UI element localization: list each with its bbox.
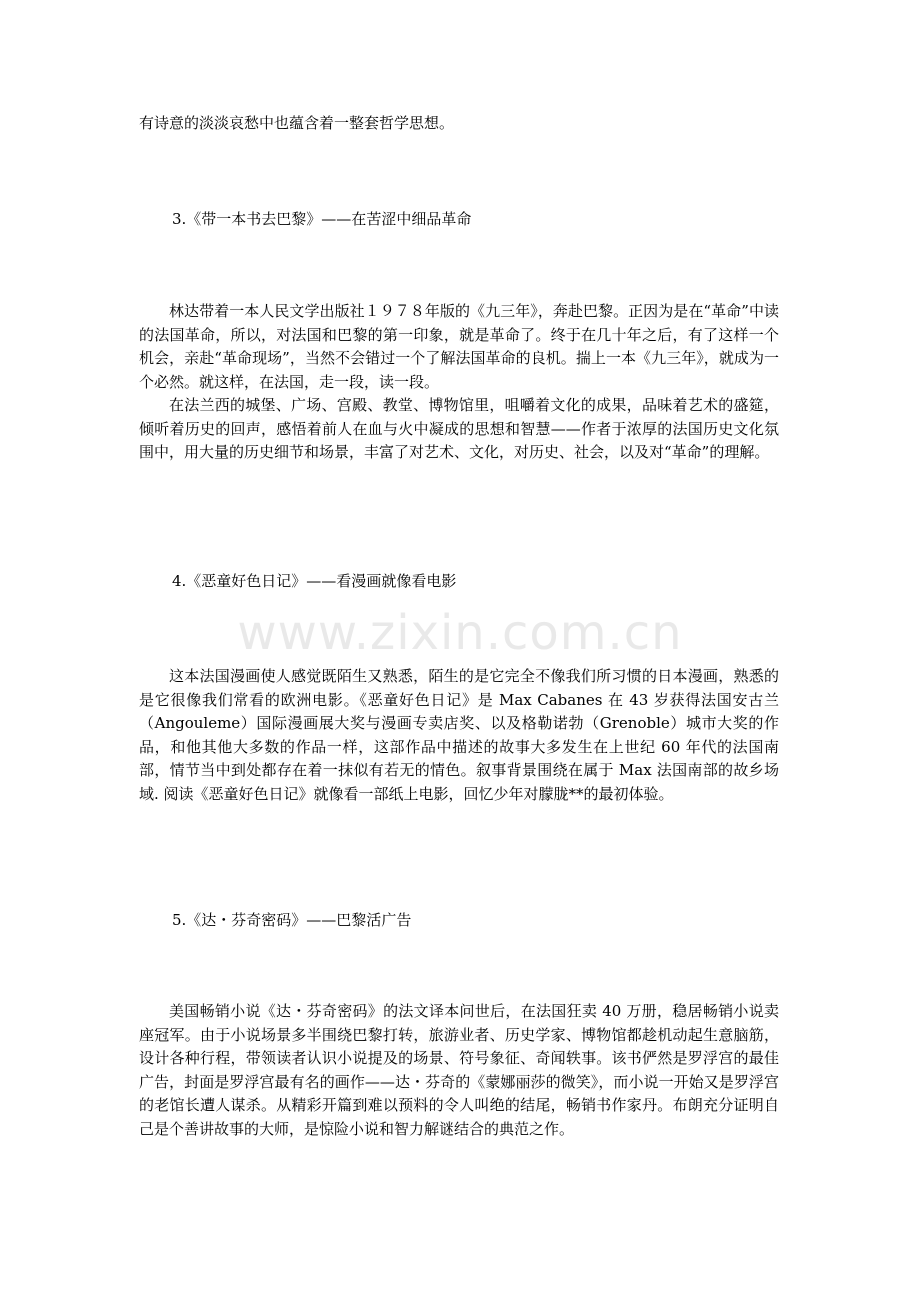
watermark: www.zixin.com.cn (237, 605, 683, 661)
section-5-paragraph-1: 美国畅销小说《达・芬奇密码》的法文译本问世后，在法国狂卖 40 万册，稳居畅销小说卖座冠军。由于小说场景多半围绕巴黎打转，旅游业者、历史学家、博物馆都趁机动起生意脑筋，设计各种行程，带领读者认识小说提及的场景、符号象征、奇闻轶事。该书俨然是罗浮宫的最佳广告，封面是罗浮宫最有名的画作——达・芬奇的《蒙娜丽莎的微笑》，而小说一开始又是罗浮宫的老馆长遭人谋杀。从精彩开篇到难以预料的令人叫绝的结尾，畅销书作家丹。布朗充分证明自己是个善讲故事的大师，是惊险小说和智力解谜结合的典范之作。 (139, 1002, 779, 1138)
section-heading-3: 3.《带一本书去巴黎》——在苦涩中细品革命 (172, 210, 472, 228)
section-3-paragraph-1: 林达带着一本人民文学出版社１９７８年版的《九三年》，奔赴巴黎。正因为是在“革命”中读的法国革命，所以，对法国和巴黎的第一印象，就是革命了。终于在几十年之后，有了这样一个机会，亲赴“革命现场”，当然不会错过一个了解法国革命的良机。揣上一本《九三年》，就成为一个必然。就这样，在法国，走一段，读一段。 (139, 302, 779, 391)
section-heading-4: 4.《恶童好色日记》——看漫画就像看电影 (172, 572, 457, 590)
section-4-paragraph-1: 这本法国漫画使人感觉既陌生又熟悉，陌生的是它完全不像我们所习惯的日本漫画，熟悉的是它很像我们常看的欧洲电影。《恶童好色日记》是 Max Cabanes 在 43 岁获得法国安古兰（Angouleme）国际漫画展大奖与漫画专卖店奖、以及格勒诺勃（Grenoble）城市大奖的作品，和他其他大多数的作品一样，这部作品中描述的故事大多发生在上世纪 60 年代的法国南部，情节当中到处都存在着一抹似有若无的情色。叙事背景围绕在属于 Max 法国南部的故乡场域. 阅读《恶童好色日记》就像看一部纸上电影，回忆少年对朦胧**的最初体验。 (139, 667, 779, 803)
section-body-3 (139, 300, 779, 465)
section-body-4 (139, 665, 779, 806)
section-body-5 (139, 1000, 779, 1141)
section-3-paragraph-2: 在法兰西的城堡、广场、宫殿、教堂、博物馆里，咀嚼着文化的成果，品味着艺术的盛筵，倾听着历史的回声，感悟着前人在血与火中凝成的思想和智慧——作者于浓厚的法国历史文化氛围中，用大量的历史细节和场景，丰富了对艺术、文化，对历史、社会，以及对“革命”的理解。 (139, 396, 779, 461)
intro-text (139, 112, 779, 136)
section-heading-5: 5.《达・芬奇密码》——巴黎活广告 (172, 911, 412, 929)
intro-continuation: 有诗意的淡淡哀愁中也蕴含着一整套哲学思想。 (139, 114, 455, 132)
